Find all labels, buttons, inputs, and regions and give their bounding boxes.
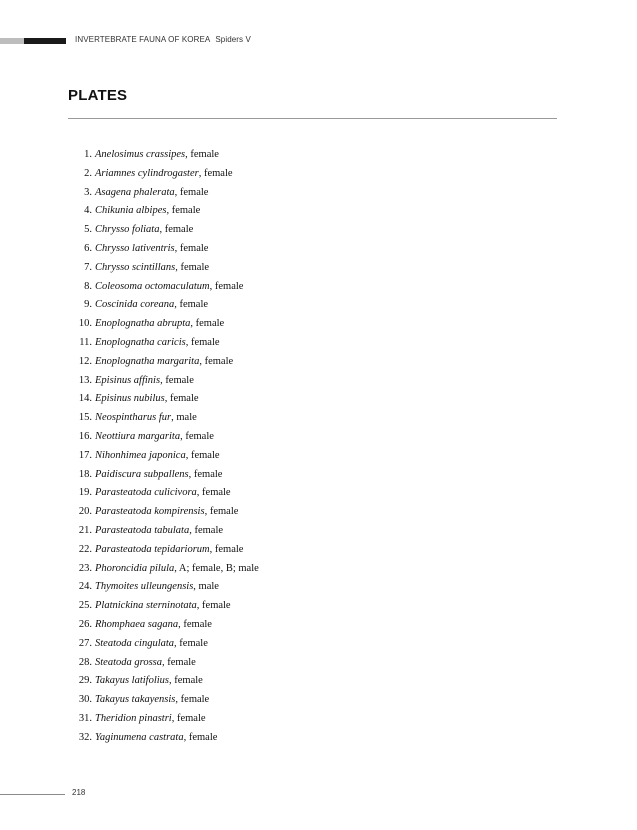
specimen-sex: , female	[196, 487, 231, 499]
plate-number: 20.	[78, 506, 92, 518]
list-item	[70, 315, 259, 334]
header-black-bar	[24, 38, 66, 44]
specimen-sex: , female	[198, 167, 233, 179]
volume-title: Spiders V	[215, 35, 251, 44]
list-item	[70, 146, 259, 165]
specimen-sex: , female	[204, 506, 239, 518]
species-name: Enoplognatha caricis	[95, 336, 186, 348]
species-name: Thymoites ulleungensis	[95, 581, 194, 593]
plate-number: 5.	[84, 224, 92, 236]
species-name: Parasteatoda tabulata	[95, 524, 190, 536]
plate-number: 26.	[78, 618, 92, 630]
specimen-sex: , female	[164, 393, 199, 405]
species-name: Coleosoma octomaculatum	[95, 280, 210, 292]
list-item	[70, 221, 259, 240]
page-title: PLATES	[68, 87, 128, 104]
header-gray-bar	[0, 38, 24, 44]
plate-number: 29.	[78, 675, 92, 687]
species-name: Chrysso foliata	[95, 224, 160, 236]
plate-number: 7.	[84, 261, 92, 273]
list-item	[70, 691, 259, 710]
list-item	[70, 259, 259, 278]
specimen-sex: , female	[174, 186, 209, 198]
specimen-sex: , female	[188, 468, 223, 480]
plate-number: 24.	[78, 581, 92, 593]
species-name: Steatoda grossa	[95, 656, 162, 668]
species-name: Chrysso lativentris	[95, 242, 175, 254]
plate-number: 23.	[78, 562, 92, 574]
specimen-sex: , female	[174, 637, 208, 649]
specimen-sex: , female	[183, 731, 218, 743]
specimen-sex: , female	[199, 355, 234, 367]
list-item	[70, 635, 259, 654]
plate-number: 19.	[78, 487, 92, 499]
species-name: Anelosimus crassipes	[95, 149, 186, 160]
list-item	[70, 654, 259, 673]
plate-number: 4.	[84, 205, 92, 217]
list-item	[70, 296, 259, 315]
list-item	[70, 560, 259, 579]
species-name: Paidiscura subpallens	[95, 468, 189, 480]
list-item	[70, 184, 259, 203]
species-name: Steatoda cingulata	[95, 637, 175, 649]
specimen-sex: , female	[159, 224, 194, 236]
specimen-sex: , female	[189, 524, 224, 536]
specimen-sex: , female	[166, 205, 201, 217]
list-item	[70, 597, 259, 616]
plate-number: 8.	[84, 280, 92, 292]
list-item	[70, 672, 259, 691]
species-name: Enoplognatha margarita	[95, 355, 200, 367]
plate-number: 1.	[84, 149, 92, 160]
specimen-sex: , female	[185, 449, 220, 461]
plate-number: 30.	[78, 694, 92, 706]
plate-number: 10.	[78, 318, 92, 330]
species-name: Parasteatoda tepidariorum	[95, 543, 210, 555]
list-item	[70, 447, 259, 466]
specimen-sex: , female	[180, 430, 214, 442]
plate-number: 13.	[78, 374, 92, 386]
page-number: 218	[72, 788, 86, 797]
specimen-sex: , female	[209, 543, 244, 555]
plate-number: 27.	[78, 637, 92, 649]
specimen-sex: , female	[209, 280, 244, 292]
plates-list	[70, 146, 259, 748]
species-name: Platnickina sterninotata	[95, 600, 197, 612]
specimen-sex: , female	[162, 656, 196, 668]
plate-number: 21.	[78, 524, 92, 536]
list-item	[70, 729, 259, 748]
plate-number: 22.	[78, 543, 92, 555]
species-name: Parasteatoda culicivora	[95, 487, 197, 499]
list-item	[70, 484, 259, 503]
list-item	[70, 278, 259, 297]
list-item	[70, 353, 259, 372]
footer-rule	[0, 794, 65, 795]
species-name: Neospintharus fur	[95, 412, 172, 424]
specimen-sex: , female	[175, 694, 210, 706]
species-name: Asagena phalerata	[95, 186, 175, 198]
list-item	[70, 616, 259, 635]
specimen-sex: , female	[175, 261, 210, 273]
running-header	[75, 35, 251, 44]
plate-number: 15.	[78, 412, 92, 424]
specimen-sex: , female	[160, 374, 194, 386]
specimen-sex: , female	[174, 299, 209, 311]
species-name: Nihonhimea japonica	[95, 449, 186, 461]
species-name: Takayus takayensis	[95, 694, 176, 706]
plate-number: 11.	[79, 336, 92, 348]
specimen-sex: , female	[190, 318, 225, 330]
list-item	[70, 578, 259, 597]
plate-number: 14.	[78, 393, 92, 405]
species-name: Yaginumena castrata	[95, 731, 184, 743]
species-name: Chrysso scintillans	[95, 261, 176, 273]
specimen-sex: , female	[174, 242, 209, 254]
specimen-sex: , female	[178, 618, 212, 630]
list-item	[70, 202, 259, 221]
species-name: Episinus affinis	[95, 374, 161, 386]
plate-number: 25.	[78, 600, 92, 612]
species-name: Neottiura margarita	[95, 430, 181, 442]
list-item	[70, 390, 259, 409]
specimen-sex: , female	[196, 600, 231, 612]
plate-number: 12.	[78, 355, 92, 367]
species-name: Parasteatoda kompirensis	[95, 506, 205, 518]
list-item	[70, 240, 259, 259]
list-item	[70, 541, 259, 560]
plate-number: 2.	[84, 167, 92, 179]
species-name: Rhomphaea sagana	[95, 618, 179, 630]
plate-number: 17.	[78, 449, 92, 461]
specimen-sex: , female	[171, 712, 206, 724]
specimen-sex: , female	[185, 336, 220, 348]
list-item	[70, 522, 259, 541]
specimen-sex: , A; female, B; male	[174, 562, 259, 574]
specimen-sex: , male	[171, 412, 197, 424]
species-name: Coscinida coreana	[95, 299, 175, 311]
list-item	[70, 334, 259, 353]
species-name: Ariamnes cylindrogaster	[95, 167, 199, 179]
species-name: Theridion pinastri	[95, 712, 172, 724]
species-name: Enoplognatha abrupta	[95, 318, 191, 330]
list-item	[70, 503, 259, 522]
specimen-sex: , male	[193, 581, 219, 593]
plate-number: 3.	[84, 186, 92, 198]
list-item	[70, 165, 259, 184]
list-item	[70, 409, 259, 428]
list-item	[70, 372, 259, 391]
species-name: Takayus latifolius	[95, 675, 169, 687]
plate-number: 6.	[84, 242, 92, 254]
plate-number: 28.	[78, 656, 92, 668]
series-title: INVERTEBRATE FAUNA OF KOREA	[75, 35, 211, 44]
list-item	[70, 428, 259, 447]
specimen-sex: , female	[185, 149, 219, 160]
list-item	[70, 710, 259, 729]
species-name: Phoroncidia pilula	[95, 562, 175, 574]
species-name: Chikunia albipes	[95, 205, 167, 217]
title-divider	[68, 118, 557, 119]
specimen-sex: , female	[169, 675, 203, 687]
plate-number: 31.	[78, 712, 92, 724]
plate-number: 32.	[78, 731, 92, 743]
plate-number: 18.	[78, 468, 92, 480]
plate-number: 9.	[84, 299, 92, 311]
plate-number: 16.	[78, 430, 92, 442]
list-item	[70, 466, 259, 485]
species-name: Episinus nubilus	[95, 393, 165, 405]
